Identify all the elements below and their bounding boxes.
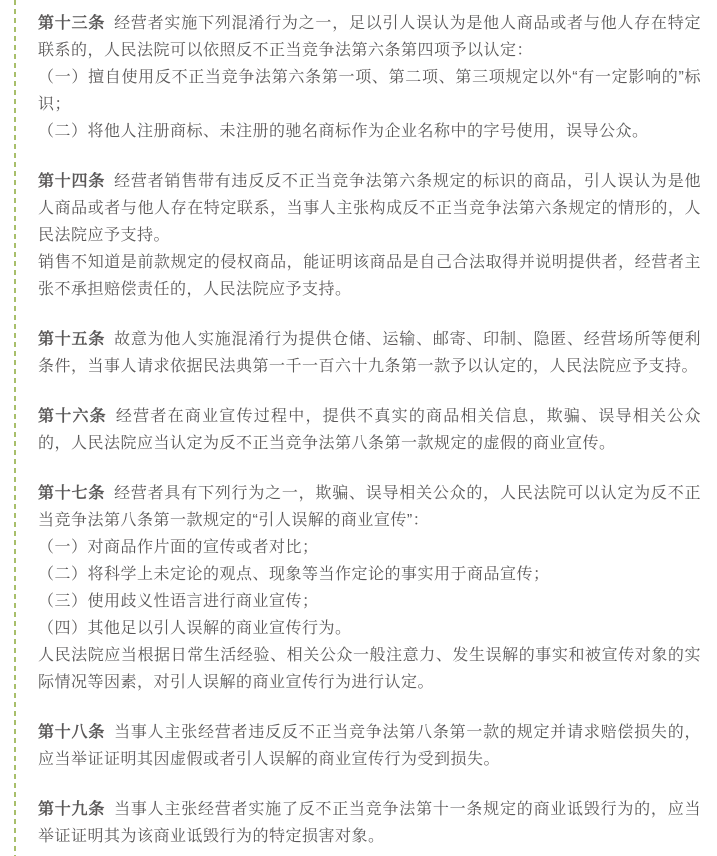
legal-articles [38,10,701,850]
article-14 [38,168,701,303]
article-text: 经营者具有下列行为之一，欺骗、误导相关公众的，人民法院可以认定为反不正当竞争法第八条第一款规定的“引人误解的商业宣传”： [38,485,701,529]
article-text: 经营者在商业宣传过程中，提供不真实的商品相关信息，欺骗、误导相关公众的，人民法院应当认定为反不正当竞争法第八条第一款规定的虚假的商业宣传。 [38,408,701,452]
article-text: 经营者销售带有违反反不正当竞争法第六条规定的标识的商品，引人误认为是他人商品或者与他人存在特定联系，当事人主张构成反不正当竞争法第六条规定的情形的，人民法院应予支持。 [38,173,701,244]
article-number: 第十三条 [38,15,106,32]
article-lead-paragraph [38,719,701,773]
article-number: 第十六条 [38,408,107,425]
article-text: 故意为他人实施混淆行为提供仓储、运输、邮寄、印制、隐匿、经营场所等便利条件，当事人请求依据民法典第一千一百六十九条第一款予以认定的，人民法院应予支持。 [38,331,701,375]
article-number: 第十七条 [38,485,106,502]
article-18 [38,719,701,773]
article-15 [38,326,701,380]
article-16 [38,403,701,457]
left-dashed-divider [14,0,16,856]
article-19 [38,796,701,850]
article-text: 经营者实施下列混淆行为之一，足以引人误认为是他人商品或者与他人存在特定联系的，人民法院可以依照反不正当竞争法第六条第四项予以认定： [38,15,701,59]
article-lead-paragraph [38,403,701,457]
article-list-item: （三）使用歧义性语言进行商业宣传； [38,593,319,610]
article-number: 第十四条 [38,173,106,190]
article-list-item: （一）擅自使用反不正当竞争法第六条第一项、第二项、第三项规定以外“有一定影响的”标识； [38,69,701,113]
article-number: 第十八条 [38,724,106,741]
article-lead-paragraph [38,480,701,534]
article-lead-paragraph [38,326,701,380]
article-13 [38,10,701,145]
article-lead-paragraph [38,796,701,850]
article-number: 第十五条 [38,331,106,348]
article-lead-paragraph [38,10,701,64]
article-paragraph: 销售不知道是前款规定的侵权商品，能证明该商品是自己合法取得并说明提供者，经营者主张不承担赔偿责任的，人民法院应予支持。 [38,254,701,298]
article-list-item: （二）将他人注册商标、未注册的驰名商标作为企业名称中的字号使用，误导公众。 [38,123,649,140]
article-list-item: （四）其他足以引人误解的商业宣传行为。 [38,620,352,637]
article-list-item: （二）将科学上未定论的观点、现象等当作定论的事实用于商品宣传； [38,566,550,583]
article-text: 当事人主张经营者实施了反不正当竞争法第十一条规定的商业诋毁行为的，应当举证证明其为该商业诋毁行为的特定损害对象。 [38,801,701,845]
article-paragraph: 人民法院应当根据日常生活经验、相关公众一般注意力、发生误解的事实和被宣传对象的实际情况等因素，对引人误解的商业宣传行为进行认定。 [38,647,701,691]
article-number: 第十九条 [38,801,106,818]
article-list-item: （一）对商品作片面的宣传或者对比； [38,539,319,556]
article-17 [38,480,701,696]
article-lead-paragraph [38,168,701,249]
article-text: 当事人主张经营者违反反不正当竞争法第八条第一款的规定并请求赔偿损失的，应当举证证明其因虚假或者引人误解的商业宣传行为受到损失。 [38,724,701,768]
